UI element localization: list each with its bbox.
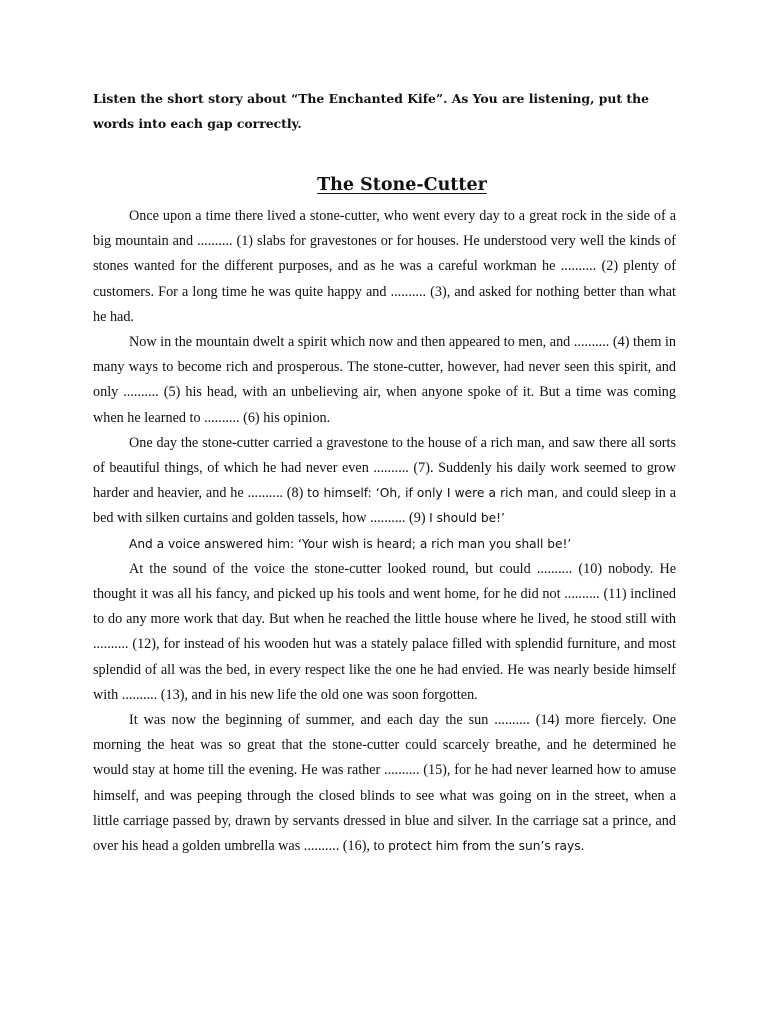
story-paragraph bbox=[93, 330, 676, 431]
story-text-segment: and could sleep in a bed with silken curtains and golden tassels, how .......... (9) bbox=[93, 485, 676, 527]
instructions-text: Listen the short story about “The Enchanted Kife”. As You are listening, put the words into each gap correctly. bbox=[93, 91, 650, 131]
story-paragraph bbox=[93, 532, 676, 557]
story-text-segment: Once upon a time there lived a stone-cutter, who went every day to a great rock in the side of a big mountain and .......... (1) slabs for gravestones or for houses. He understood very well the kinds of stones wanted for the different purposes, and as he was a careful workman he .......... (2) plenty of customers. For a long time he was quite happy and .......... (3), and asked for nothing better than what he had. bbox=[93, 208, 676, 325]
story-text-segment: protect him from the sun’s rays. bbox=[388, 839, 585, 854]
story-paragraph bbox=[93, 557, 676, 708]
story-text-segment: Now in the mountain dwelt a spirit which now and then appeared to men, and .......... (4) them in many ways to become rich and prosperous. The stone-cutter, however, had never seen this spirit, and only .......... (5) his head, with an unbelieving air, when anyone spoke of it. But a time was coming when he learned to .......... (6) his opinion. bbox=[93, 334, 676, 426]
story-body bbox=[93, 204, 676, 859]
story-paragraph bbox=[93, 431, 676, 532]
story-paragraph bbox=[93, 708, 676, 859]
story-text-segment: to himself: ‘Oh, if only I were a rich man, bbox=[307, 486, 563, 501]
story-paragraph bbox=[93, 204, 676, 330]
story-text-segment: I should be!’ bbox=[429, 511, 505, 526]
story-text-segment: At the sound of the voice the stone-cutter looked round, but could .......... (10) nobody. He thought it was all his fancy, and picked up his tools and went home, for he did not .......... (11) inclined to do any more work that day. But when he reached the little house where he lived, he stood still with .......... (12), for instead of his wooden hut was a stately palace filled with splendid furniture, and most splendid of all was the bed, in every respect like the one he had envied. He was nearly beside himself with .......... (13), and in his new life the old one was soon forgotten. bbox=[93, 560, 676, 703]
story-text-segment: And a voice answered him: ‘Your wish is heard; a rich man you shall be!’ bbox=[129, 536, 572, 551]
story-title: The Stone-Cutter bbox=[317, 175, 487, 195]
story-text-segment: It was now the beginning of summer, and each day the sun .......... (14) more fiercely. One morning the heat was so great that the stone-cutter could scarcely breathe, and he determined he would stay at home till the evening. He was rather .......... (15), for he had never learned how to amuse himself, and was peeping through the closed blinds to see what was going on in the street, when a little carriage passed by, drawn by servants dressed in blue and silver. In the carriage sat a prince, and over his head a golden umbrella was .......... (16), to bbox=[93, 712, 676, 855]
story-text-segment: One day the stone-cutter carried a gravestone to the house of a rich man, and saw there all sorts of beautiful things, of which he had never even .......... (7). Suddenly his daily work seemed to grow harder and heavier, and he .......... (8) bbox=[93, 434, 676, 502]
